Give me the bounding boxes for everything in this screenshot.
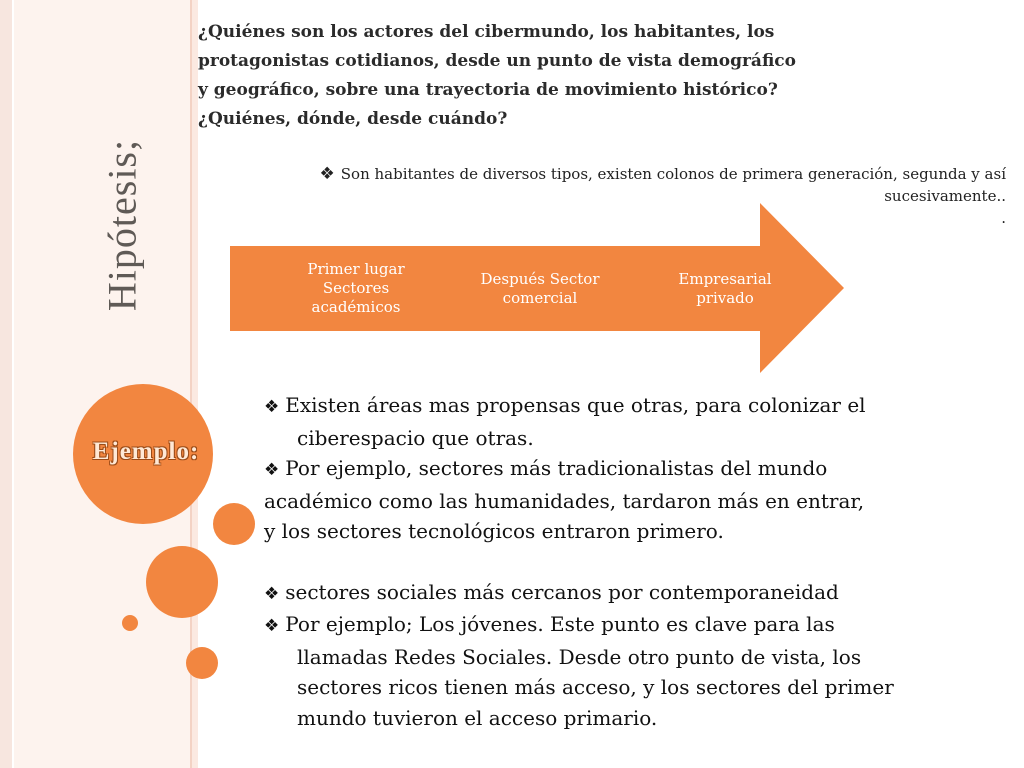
bullet-line <box>264 453 994 486</box>
question-line: ¿Quiénes, dónde, desde cuándo? <box>198 109 508 129</box>
arrow-step-3-line: Empresarial <box>678 270 772 288</box>
decor-circle <box>186 647 218 679</box>
bullet-line: mundo tuvieron el acceso primario. <box>297 705 658 730</box>
bullet-text: Por ejemplo, sectores más tradicionalistas del mundo <box>285 456 828 480</box>
arrow-step-2-line: comercial <box>502 289 578 307</box>
question-line: protagonistas cotidianos, desde un punto de vista demográfico <box>198 51 796 71</box>
left-stripe <box>0 0 12 768</box>
arrow-step-1-line: Sectores <box>322 279 390 297</box>
decor-circle <box>122 615 138 631</box>
diamond-bullet-icon: ❖ <box>264 616 280 636</box>
decor-circle <box>213 503 255 545</box>
bullet-line: ciberespacio que otras. <box>297 425 534 450</box>
answer-text-1: Son habitantes de diversos tipos, existen colonos de primera generación, segunda y así <box>340 165 1006 183</box>
arrow-step-3-line: privado <box>696 289 754 307</box>
bullet-line <box>264 577 994 610</box>
answer-line-3: . <box>1001 209 1006 227</box>
question-line: y geográfico, sobre una trayectoria de movimiento histórico? <box>198 80 778 100</box>
arrow-step-1 <box>282 260 430 317</box>
bullet-text: sectores sociales más cercanos por contemporaneidad <box>285 579 839 604</box>
diamond-bullet-icon: ❖ <box>264 397 280 417</box>
bullet-line: académico como las humanidades, tardaron más en entrar, <box>264 488 865 513</box>
answer-line-1 <box>286 163 1006 185</box>
arrow-step-2 <box>460 270 620 308</box>
example-label: Ejemplo: <box>92 438 200 465</box>
bullet-text: Existen áreas mas propensas que otras, para colonizar el <box>285 393 866 417</box>
slide-title-container <box>92 95 152 355</box>
slide-title: Hipótesis; <box>99 138 145 312</box>
bullet-line: y los sectores tecnológicos entraron primero. <box>264 519 724 543</box>
bullet-text: Por ejemplo; Los jóvenes. Este punto es clave para las <box>285 612 835 636</box>
example-body <box>264 390 994 733</box>
question-line: ¿Quiénes son los actores del cibermundo, los habitantes, los <box>198 22 775 42</box>
bullet-line <box>264 390 994 423</box>
decor-circle <box>146 546 218 618</box>
answer-line-2: sucesivamente.. <box>884 187 1006 205</box>
arrow-step-1-line: Primer lugar <box>307 260 405 278</box>
spacer <box>264 547 994 577</box>
bullet-line: llamadas Redes Sociales. Desde otro punto de vista, los <box>297 644 862 669</box>
arrow-step-1-line: académicos <box>311 298 401 316</box>
arrow-step-2-line: Después Sector <box>480 270 600 288</box>
diamond-bullet-icon: ❖ <box>264 460 280 480</box>
diamond-bullet-icon: ❖ <box>264 583 280 604</box>
bullet-line <box>264 609 994 642</box>
bullet-line: sectores ricos tienen más acceso, y los sectores del primer <box>297 675 894 699</box>
diamond-bullet-icon: ❖ <box>319 164 335 184</box>
arrow-step-3 <box>655 270 795 308</box>
research-question <box>198 18 878 134</box>
